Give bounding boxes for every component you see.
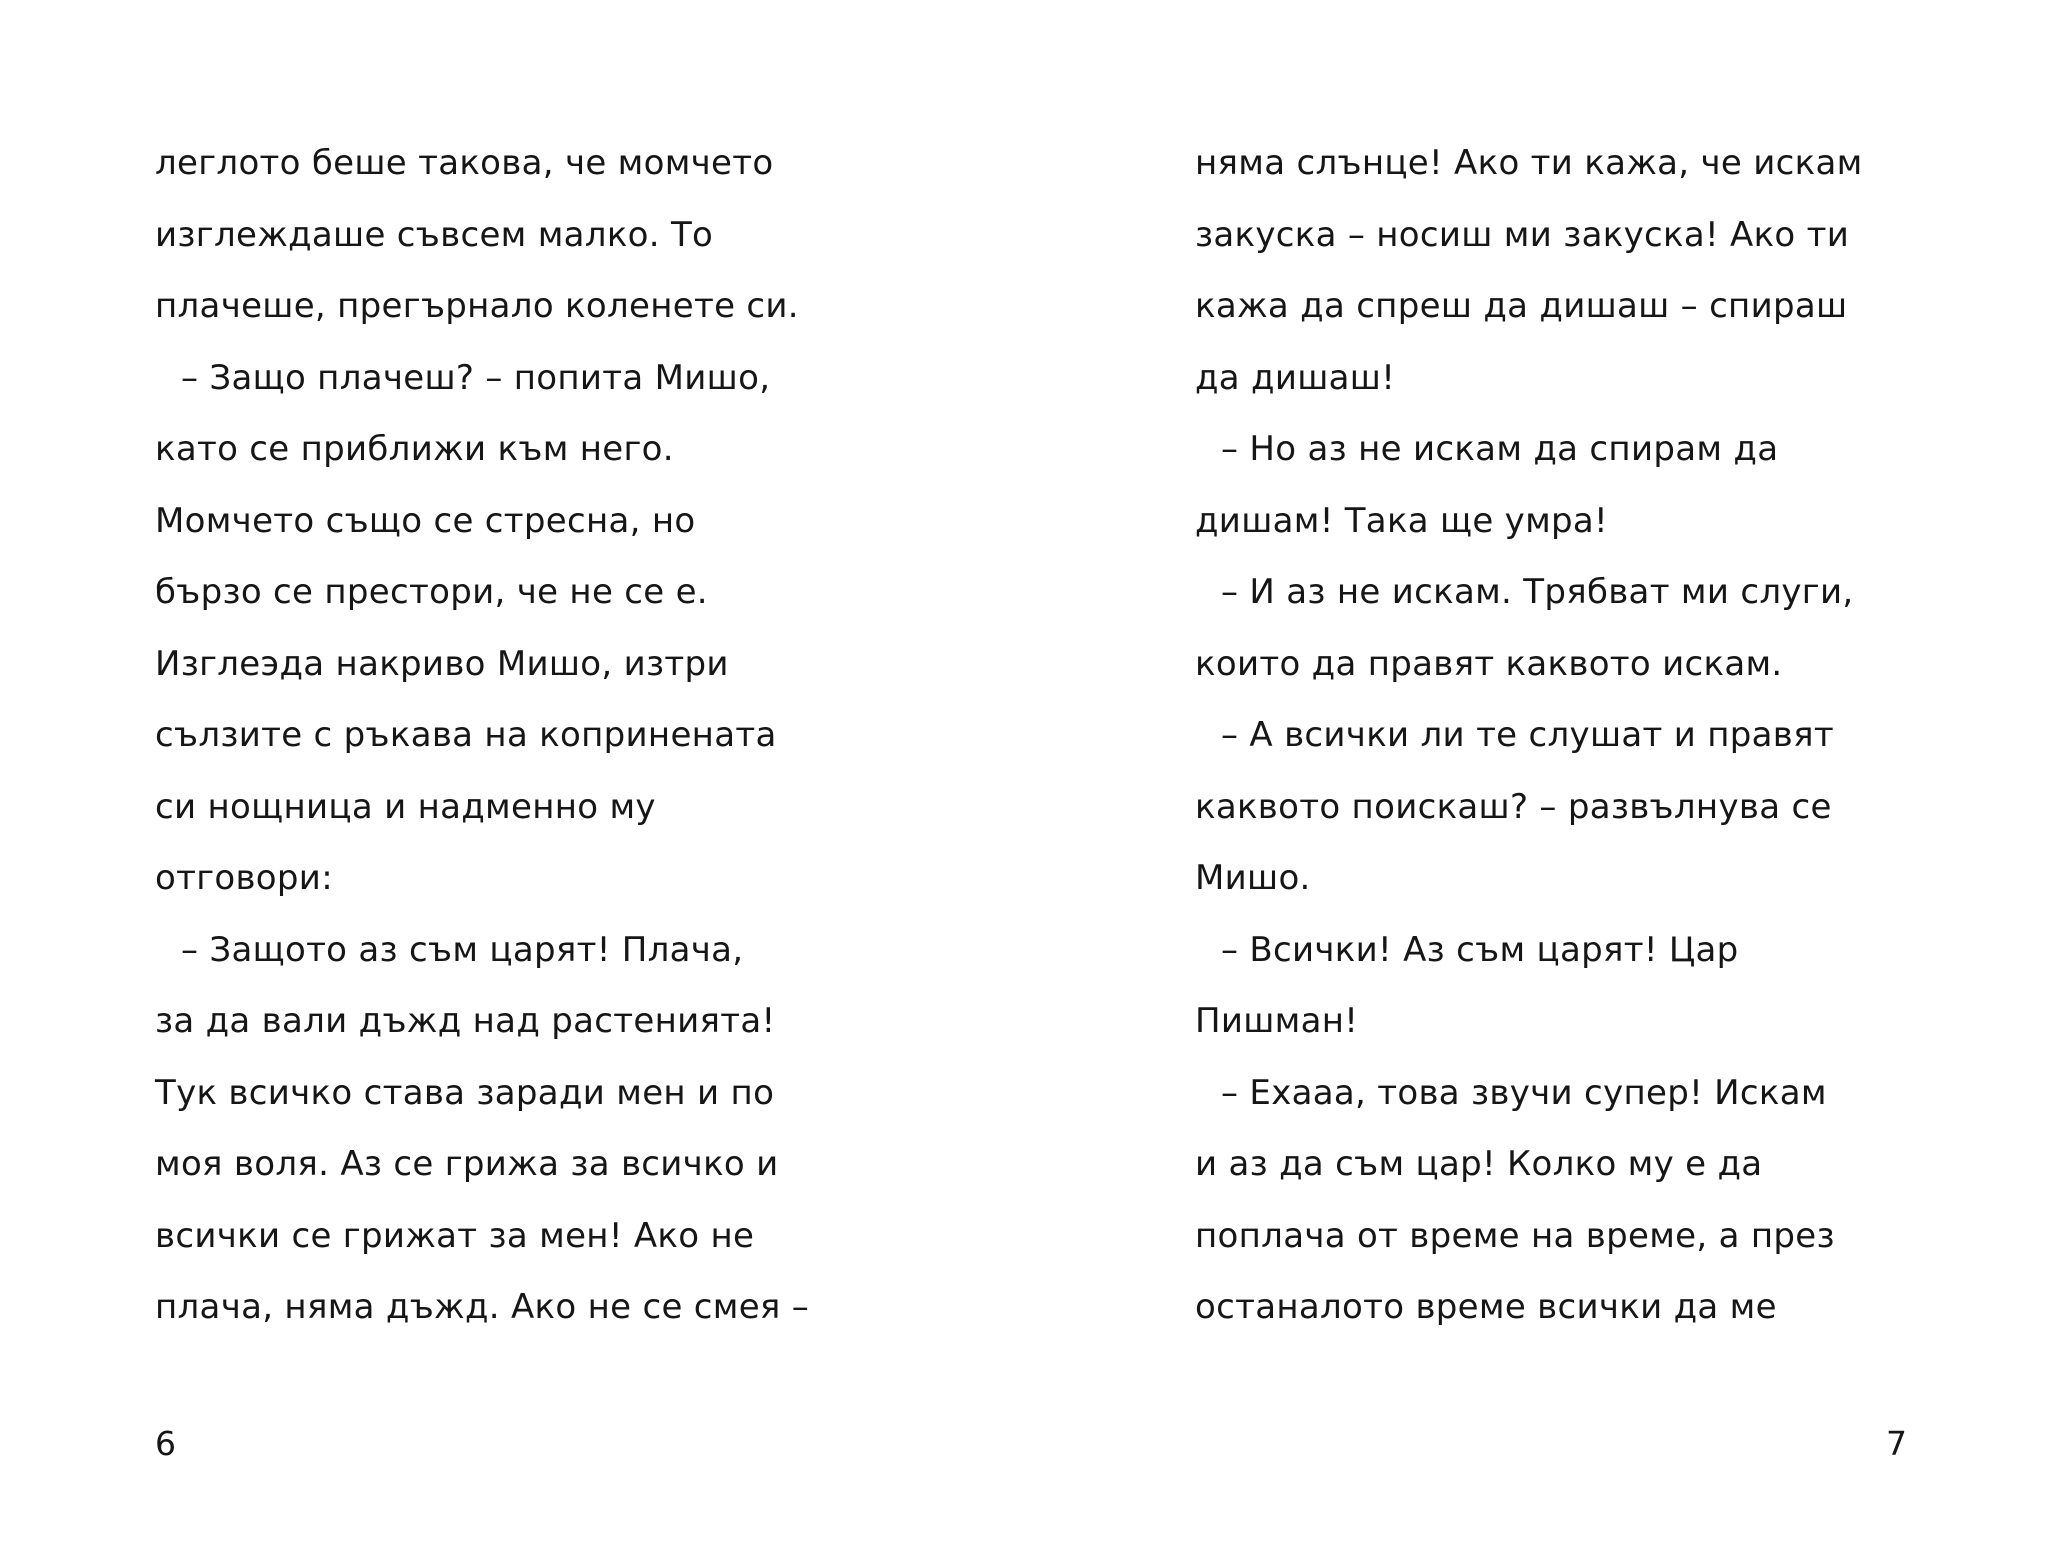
right-page-line: – Всички! Аз съм царят! Цар [1221, 929, 1739, 970]
left-page-line: всички се грижат за мен! Ако не [155, 1215, 755, 1256]
left-page-text-column [155, 128, 855, 1344]
left-page-line: сълзите с ръкава на копринената [155, 715, 777, 755]
left-page-line: Тук всичко става заради мен и по [155, 1072, 775, 1113]
right-page [1024, 0, 2048, 1552]
right-page-line: закуска – носиш ми закуска! Ако ти [1195, 214, 1850, 255]
right-page-line: – А всички ли те слушат и правят [1221, 715, 1834, 755]
right-page-line: Мишо. [1195, 858, 1311, 898]
left-page-line: леглото беше такова, че момчето [155, 143, 774, 183]
left-page-line: отговори: [155, 858, 333, 898]
left-page-line: – Защото аз съм царят! Плача, [181, 929, 744, 970]
right-page-line: поплача от време на време, а през [1195, 1215, 1835, 1256]
right-page-line: останалото време всички да ме [1195, 1287, 1777, 1327]
left-page-line: Момчето също се стресна, но [155, 500, 696, 541]
right-page-line: Пишман! [1195, 1001, 1359, 1041]
right-page-line: кажа да спреш да дишаш – спираш [1195, 286, 1848, 326]
right-page-line: – И аз не искам. Трябват ми слуги, [1221, 572, 1854, 612]
left-page-line: за да вали дъжд над растенията! [155, 1001, 776, 1041]
left-page-line: си нощница и надменно му [155, 786, 656, 827]
right-page-line: и аз да съм цар! Колко му е да [1195, 1144, 1763, 1184]
left-page-line: плача, няма дъжд. Ако не се смея – [155, 1287, 810, 1327]
left-page-line: Изглеэда накриво Мишо, изтри [155, 643, 729, 684]
right-page-line: – Но аз не искам да спирам да [1221, 429, 1779, 469]
left-page-line: изглеждаше съвсем малко. То [155, 214, 714, 255]
right-page-line: – Ехааа, това звучи супер! Искам [1221, 1072, 1827, 1113]
right-page-text-column [1195, 128, 1910, 1344]
left-page-line: бързо се престори, че не се е. [155, 572, 708, 612]
left-page-number: 6 [155, 1424, 176, 1463]
right-page-line: дишам! Така ще умра! [1195, 500, 1608, 541]
right-page-line: няма слънце! Ако ти кажа, че искам [1195, 143, 1863, 183]
left-page-line: плачеше, прегърнало коленете си. [155, 286, 799, 326]
right-page-line: каквото поискаш? – развълнува се [1195, 786, 1832, 827]
left-page-line: моя воля. Аз се грижа за всичко и [155, 1144, 779, 1184]
left-page-line: – Защо плачеш? – попита Мишо, [181, 357, 771, 398]
right-page-line: да дишаш! [1195, 357, 1396, 398]
left-page-line: като се приближи към него. [155, 429, 674, 469]
right-page-line: които да правят каквото искам. [1195, 643, 1783, 684]
right-page-number: 7 [1886, 1424, 1907, 1463]
